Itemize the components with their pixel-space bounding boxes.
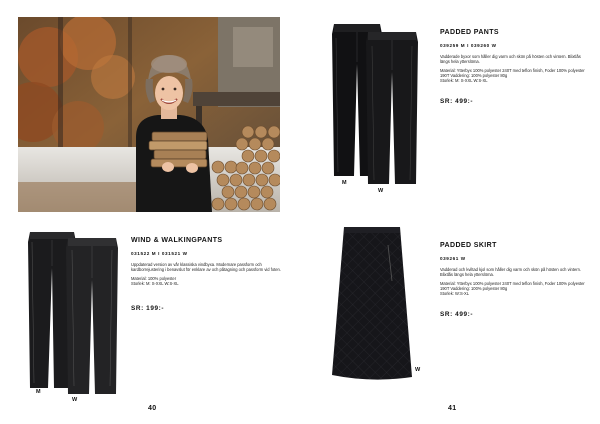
product-price: SR: 499:- [440,311,474,318]
padded-pants-w-image [364,30,420,186]
product-sizes: Storlek: W:S-XL [440,291,470,297]
product-title: PADDED SKIRT [440,242,497,249]
page-number: 40 [148,405,157,412]
product-description: Uppdaterad version av vår klassiska vindbyxa. Modernare passform och kardborrejustering i benavslut för enklare av och påtagning och passform vid foten. [131,262,281,273]
article-numbers: 039261 W [440,256,466,261]
lifestyle-photo [18,17,280,212]
product-description: Vadderad och kviltad kjol som håller dig varm och skön på hösten och vintern. Blixtlås längs hela ytterslöma. [440,267,582,278]
woman-carrying-firewood-photo [18,17,280,212]
size-tag-w: W [72,397,78,403]
product-material: Material: Ytterbyx 100% polyester 240T med teflon finish, Foder 100% polyester 190T Vaddering: 100% polyester 80g [440,67,585,78]
product-description-block [440,54,585,86]
product-title: WIND & WALKINGPANTS [131,237,223,244]
right-page [300,0,600,424]
size-tag-m: M [342,180,347,186]
padded-skirt-image [330,225,414,385]
article-numbers: 031522 M I 031521 W [131,251,188,256]
size-tag-m: M [36,389,41,395]
product-description: Vadderade byxor som håller dig varm och skön på hösten och vintern. Blixtlås längs hela ytterslöma. [440,54,581,65]
product-material: Material: 100% polyester [131,275,177,281]
article-numbers: 039259 M I 039260 W [440,43,497,48]
product-price: SR: 499:- [440,98,474,105]
product-sizes: Storlek: M: S-XXL W:S-XL [131,280,179,286]
page-number: 41 [448,405,457,412]
product-price: SR: 199:- [131,305,165,312]
product-title: PADDED PANTS [440,29,499,36]
size-tag-w: W [415,367,421,373]
product-material: Material: Ytterbyx 100% polyester 240T med teflon finish, Foder 100% polyester 190T Vaddering: 100% polyester 80g [440,280,585,291]
product-description-block [131,262,281,289]
wind-walking-pants-w-image [62,236,122,396]
product-sizes: Storlek: M: S-XXL W:S-XL [440,78,488,84]
product-description-block [440,267,585,299]
size-tag-w: W [378,188,384,194]
